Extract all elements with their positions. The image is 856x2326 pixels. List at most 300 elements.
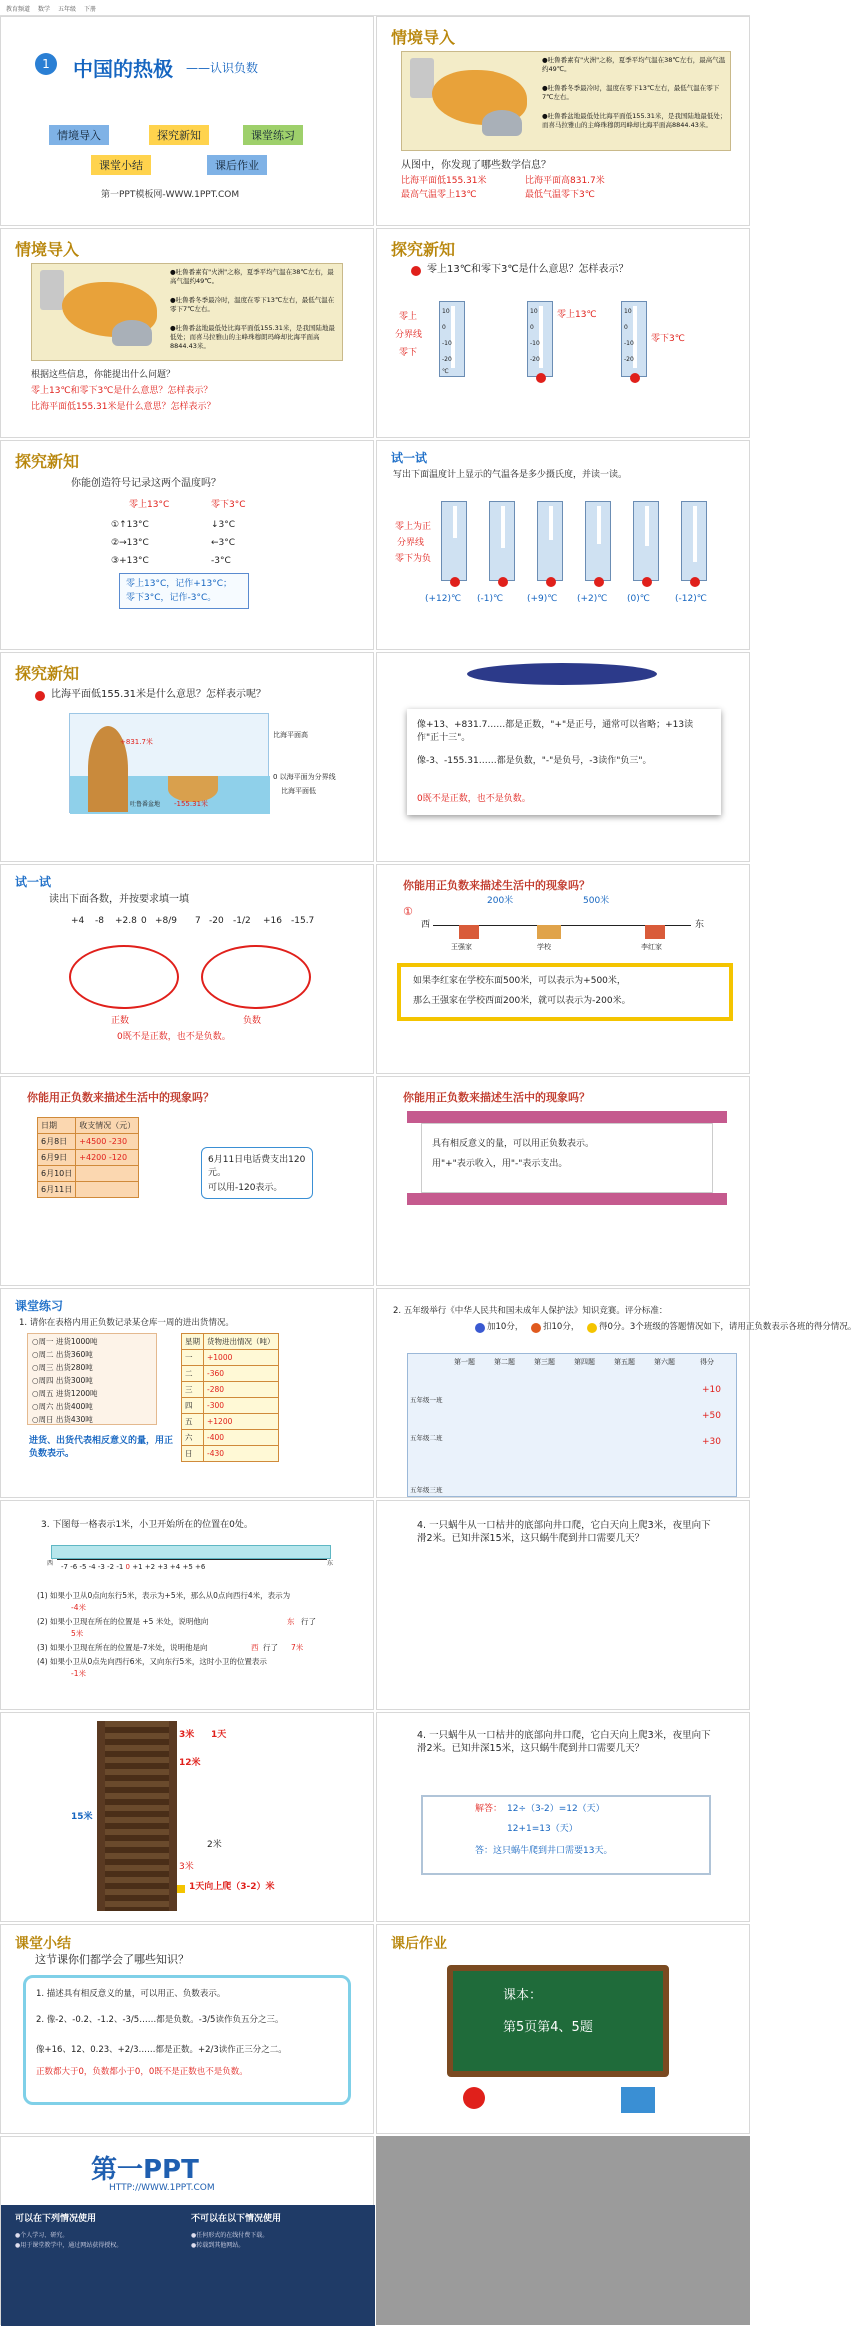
slide-title: 探究新知 xyxy=(15,452,80,471)
symbol-row: ③+13°C xyxy=(111,556,149,566)
number-line xyxy=(57,1559,327,1560)
answer: (+2)℃ xyxy=(577,594,608,604)
measure-label: 3米 xyxy=(179,1862,194,1872)
decor-disc xyxy=(467,663,657,685)
table-cell: -430 xyxy=(204,1446,279,1462)
top-item[interactable]: 下册 xyxy=(84,6,97,13)
answer: 东 xyxy=(287,1617,295,1626)
tick: +1 xyxy=(132,1563,143,1571)
legend-high: 比海平面高 xyxy=(273,731,308,739)
info-bullet: ●吐鲁番冬季最冷时，温度在零下13℃左右，最低气温在零下7℃左右。 xyxy=(170,296,335,313)
slide-16[interactable] xyxy=(376,1500,750,1710)
nav-explore[interactable]: 探究新知 xyxy=(149,125,209,145)
slide-8[interactable] xyxy=(376,652,750,862)
answer: -1米 xyxy=(71,1669,86,1678)
label: 零上为正 xyxy=(395,522,432,532)
sub-question: (2) 如果小卫现在所在的位置是 +5 米处，说明他向 xyxy=(37,1617,209,1626)
tick: 10 xyxy=(442,308,450,315)
summary-line: 2. 像-2、-0.2、-1.2、-3/5……都是负数。-3/5读作负五分之三。 xyxy=(36,2015,284,2025)
slide-19[interactable] xyxy=(0,1924,374,2134)
symbol-row: ←3°C xyxy=(211,538,236,548)
answer-text: 行了 xyxy=(301,1617,316,1626)
tag-minus3: 零下3℃ xyxy=(651,334,685,344)
record-line: ○周五 进货1200吨 xyxy=(32,1389,98,1398)
row-label: 五年级一班 xyxy=(410,1396,443,1404)
item-number: ① xyxy=(403,905,413,918)
tick: +3 xyxy=(157,1563,168,1571)
question-text: 写出下面温度计上显示的气温各是多少摄氏度，并读一读。 xyxy=(393,470,628,480)
slide-title: 情境导入 xyxy=(15,240,80,259)
scroll-bottom xyxy=(407,1193,727,1205)
table-cell: 三 xyxy=(182,1382,204,1398)
question-text: 1. 请你在表格内用正负数记录某仓库一周的进出货情况。 xyxy=(19,1318,234,1328)
info-text: 最低气温零下3℃ xyxy=(525,190,595,200)
house-icon xyxy=(459,925,479,939)
col-header: 第五题 xyxy=(614,1358,635,1366)
summary-line: 正数都大于0，负数都小于0，0既不是正数也不是负数。 xyxy=(36,2067,248,2077)
table-header: 收支情况（元） xyxy=(76,1118,139,1134)
red-dot-icon xyxy=(35,691,45,701)
blue-flower-icon xyxy=(475,1323,485,1333)
tick: -20 xyxy=(624,356,634,363)
sub-question: (3) 如果小卫现在所在的位置是-7米处，说明他是向 xyxy=(37,1643,208,1652)
warehouse-table xyxy=(181,1333,279,1462)
slide-title: 你能用正负数来描述生活中的现象吗？ xyxy=(403,1091,590,1104)
question-text: 从图中，你发现了哪些数学信息？ xyxy=(401,160,551,171)
lesson-title: 中国的热极 xyxy=(73,57,173,81)
slide-1[interactable] xyxy=(0,16,374,226)
bulb xyxy=(536,373,546,383)
label-above: 零上 xyxy=(399,312,418,322)
table-cell: -360 xyxy=(204,1366,279,1382)
positive-oval[interactable] xyxy=(69,945,179,1009)
question-text: 读出下面各数，并按要求填一填 xyxy=(49,894,189,905)
question-text: 根据这些信息，你能提出什么问题？ xyxy=(31,370,176,380)
tick: 0 xyxy=(530,324,534,331)
empty-slot xyxy=(376,2136,750,2325)
number: -8 xyxy=(95,916,104,926)
tick: 10 xyxy=(624,308,632,315)
row-label: 五年级三班 xyxy=(410,1486,443,1494)
slide-5[interactable] xyxy=(0,440,374,650)
answer: 5米 xyxy=(71,1629,84,1638)
summary-line: 像+16、12、0.23、+2/3……都是正数。+2/3读作正三分之二。 xyxy=(36,2045,287,2055)
table-cell: 6月11日 xyxy=(38,1182,76,1198)
top-bar xyxy=(0,0,750,16)
symbol-row: ↓3°C xyxy=(211,520,236,530)
number: +4 xyxy=(71,916,85,926)
slide-title: 探究新知 xyxy=(15,664,80,683)
slide-17[interactable] xyxy=(0,1712,374,1922)
slide-18[interactable] xyxy=(376,1712,750,1922)
west-label: 西 xyxy=(47,1560,54,1567)
license-line: ●用于课堂教学中，通过网站获得授权。 xyxy=(15,2242,123,2249)
record-line: ○周三 出货280吨 xyxy=(32,1363,93,1372)
solution-box xyxy=(421,1795,711,1875)
measure-label: 12米 xyxy=(179,1758,201,1768)
table-cell: +4500 -230 xyxy=(76,1134,139,1150)
answer-line: 如果李红家在学校东面500米，可以表示为+500米， xyxy=(413,976,626,986)
nav-summary[interactable]: 课堂小结 xyxy=(91,155,151,175)
score: +30 xyxy=(702,1437,721,1447)
red-dot-icon xyxy=(411,266,421,276)
tick: -20 xyxy=(530,356,540,363)
table-cell: 六 xyxy=(182,1430,204,1446)
table-cell: 6月8日 xyxy=(38,1134,76,1150)
tick: 0 xyxy=(624,324,628,331)
header-plus: 零上13°C xyxy=(129,500,170,510)
yellow-flower-icon xyxy=(587,1323,597,1333)
xinjiang-map xyxy=(31,263,343,361)
number: 7 xyxy=(195,916,201,926)
col-header: 第三题 xyxy=(534,1358,555,1366)
table-cell: 日 xyxy=(182,1446,204,1462)
answer: (-12)℃ xyxy=(675,594,707,604)
number: -1/2 xyxy=(233,916,251,926)
slide-title: 探究新知 xyxy=(391,240,456,259)
xinjiang-map xyxy=(401,51,731,151)
negative-oval[interactable] xyxy=(201,945,311,1009)
label-line: 分界线 xyxy=(395,330,423,340)
tick: -2 xyxy=(107,1563,115,1571)
col-header: 第四题 xyxy=(574,1358,595,1366)
sub-question: (1) 如果小卫从0点向东行5米，表示为+5米，那么从0点向西行4米，表示为 xyxy=(37,1591,291,1600)
score: +10 xyxy=(702,1385,721,1395)
slide-12[interactable] xyxy=(376,1076,750,1286)
top-item[interactable]: 五年级 xyxy=(58,6,77,13)
slide-title: 课后作业 xyxy=(391,1936,447,1952)
thermometer xyxy=(441,501,467,581)
slide-9[interactable] xyxy=(0,864,374,1074)
solution-label: 解答： xyxy=(475,1804,503,1814)
number: +2.8 xyxy=(115,916,137,926)
answer: 西 xyxy=(251,1643,259,1652)
col-header: 第一题 xyxy=(454,1358,475,1366)
slide-11[interactable] xyxy=(0,1076,374,1286)
answer: -4米 xyxy=(71,1603,86,1612)
note-line: 零下3°C，记作-3°C。 xyxy=(126,593,217,603)
thermometer xyxy=(489,501,515,581)
home-label: 王强家 xyxy=(451,943,472,951)
homework-text: 第5页第4、5题 xyxy=(503,2020,593,2035)
tick: -20 xyxy=(442,356,452,363)
question-line: 2. 五年级举行《中华人民共和国未成年人保护法》知识竞赛。评分标准： xyxy=(393,1306,668,1316)
question-text: 零上13℃和零下3℃是什么意思？怎样表示？ xyxy=(427,264,629,275)
note-line: 可以用-120表示。 xyxy=(208,1183,283,1193)
answer-line: 那么王强家在学校西面200米，就可以表示为-200米。 xyxy=(413,996,631,1006)
answer: (-1)℃ xyxy=(477,594,504,604)
thermometer xyxy=(633,501,659,581)
unit: ℃ xyxy=(442,368,449,375)
record-line: ○周二 出货360吨 xyxy=(32,1350,93,1359)
col-header: 第二题 xyxy=(494,1358,515,1366)
record-line: ○周一 进货1000吨 xyxy=(32,1337,98,1346)
slide-20[interactable] xyxy=(376,1924,750,2134)
question-red: 比海平面低155.31米是什么意思？怎样表示？ xyxy=(31,402,216,412)
record-list xyxy=(27,1333,157,1425)
slide-title: 课堂练习 xyxy=(15,1299,64,1313)
info-bullet: ●吐鲁番盆地最低处比海平面低155.31米，是我国陆地最低处；而喜马拉雅山的主峰珠穆朗玛峰却比海平面高8844.43米。 xyxy=(170,324,335,350)
slide-title: 试一试 xyxy=(391,451,428,465)
distance: 200米 xyxy=(487,896,514,906)
tick: -3 xyxy=(97,1563,105,1571)
tick: 10 xyxy=(530,308,538,315)
rule-text: 得0分。3个班级的答题情况如下，请用正负数表示各班的得分情况。 xyxy=(599,1322,856,1332)
homework-label: 课本： xyxy=(503,1988,543,2003)
scroll-body xyxy=(421,1123,713,1193)
license-title: 可以在下列情况使用 xyxy=(15,2214,97,2224)
answer: (+12)℃ xyxy=(425,594,462,604)
table-cell: +1200 xyxy=(204,1414,279,1430)
depth-label: 15米 xyxy=(71,1812,93,1822)
answer: (+9)℃ xyxy=(527,594,558,604)
license-line: ●任何形式的在线付费下载。 xyxy=(191,2232,269,2239)
place-label: 吐鲁番盆地 xyxy=(130,801,161,808)
negative-label: 负数 xyxy=(243,1016,262,1026)
number-line-band xyxy=(51,1545,331,1559)
bulb xyxy=(630,373,640,383)
score-table xyxy=(407,1353,737,1497)
slide-14[interactable] xyxy=(376,1288,856,1498)
thermometer xyxy=(585,501,611,581)
slide-title: 你能用正负数来描述生活中的现象吗？ xyxy=(27,1091,214,1104)
solution-line: 答：这只蜗牛爬到井口需要13天。 xyxy=(475,1846,613,1856)
thermometer xyxy=(527,301,553,377)
tick: +2 xyxy=(144,1563,156,1571)
license-band xyxy=(1,2205,375,2326)
info-text: 比海平面低155.31米 xyxy=(401,176,487,186)
number: -15.7 xyxy=(291,916,315,926)
slide-7[interactable] xyxy=(0,652,374,862)
ledger-table xyxy=(37,1117,139,1198)
symbol-row: -3°C xyxy=(211,556,231,566)
slide-10[interactable] xyxy=(376,864,750,1074)
table-cell: 6月9日 xyxy=(38,1150,76,1166)
table-cell: 五 xyxy=(182,1414,204,1430)
chalkboard xyxy=(447,1965,669,2077)
answer-text: 行了 xyxy=(263,1643,278,1652)
monument-image xyxy=(410,58,434,98)
tick: -7 xyxy=(61,1563,68,1571)
tick: -4 xyxy=(88,1563,96,1571)
slide-6[interactable] xyxy=(376,440,750,650)
thermometer xyxy=(621,301,647,377)
record-line: ○周四 出货300吨 xyxy=(32,1376,93,1385)
table-cell xyxy=(76,1182,139,1198)
tick: +5 xyxy=(182,1563,193,1571)
nav-intro[interactable]: 情境导入 xyxy=(49,125,109,145)
license-line: ●转载到其他网站。 xyxy=(191,2242,245,2249)
east-label: 东 xyxy=(695,920,705,930)
lesson-number: 1 xyxy=(35,53,57,75)
well-image xyxy=(97,1721,177,1911)
table-cell xyxy=(76,1166,139,1182)
slide-15[interactable] xyxy=(0,1500,374,1710)
legend-zero: 0 以海平面为分界线 xyxy=(273,773,336,781)
definition-line: 0既不是正数，也不是负数。 xyxy=(417,794,531,804)
record-line: ○周六 出货400吨 xyxy=(32,1402,93,1411)
row-label: 五年级二班 xyxy=(410,1434,443,1442)
definition-box xyxy=(407,709,721,815)
tick: 0 xyxy=(442,324,446,331)
col-header: 第六题 xyxy=(654,1358,675,1366)
info-text: 最高气温零上13℃ xyxy=(401,190,477,200)
table-cell: -280 xyxy=(204,1382,279,1398)
height-label: +831.7米 xyxy=(120,738,153,746)
scroll-top xyxy=(407,1111,727,1123)
question-text: 比海平面低155.31米是什么意思？怎样表示呢？ xyxy=(51,689,266,700)
tick-labels xyxy=(61,1561,205,1574)
symbol-row: ②→13°C xyxy=(111,538,149,548)
top-item[interactable]: 教育频道 xyxy=(6,6,31,13)
question-text: 3. 下图每一格表示1米，小卫开始所在的位置在0处。 xyxy=(41,1520,253,1530)
slide-title: 你能用正负数来描述生活中的现象吗？ xyxy=(403,879,590,892)
measure-label: 1天 xyxy=(211,1730,227,1740)
tip-text: 进货、出货代表相反意义的量，用正负数表示。 xyxy=(29,1436,174,1459)
lesson-subtitle: ——认识负数 xyxy=(186,61,259,75)
tick: 0 xyxy=(125,1563,130,1571)
monument-image xyxy=(40,270,64,310)
thermometer xyxy=(439,301,465,377)
slide-3[interactable] xyxy=(0,228,374,438)
question-text: 你能创造符号记录这两个温度吗？ xyxy=(71,478,221,489)
rule-text: 加10分， xyxy=(487,1322,524,1332)
mountain-image xyxy=(482,110,522,136)
note-box xyxy=(119,573,249,609)
measure-label: 2米 xyxy=(207,1840,222,1850)
definition-line: 像-3、-155.31……都是负数，"-"是负号，-3读作"负三"。 xyxy=(417,756,652,766)
info-bullet: ●吐鲁番冬季最冷时，温度在零下13℃左右，最低气温在零下7℃左右。 xyxy=(542,84,720,101)
answer: 7米 xyxy=(291,1643,304,1652)
number: +16 xyxy=(263,916,282,926)
table-cell: +1000 xyxy=(204,1350,279,1366)
license-line: ●个人学习、研究。 xyxy=(15,2232,69,2239)
west-label: 西 xyxy=(421,920,431,930)
tick: -1 xyxy=(116,1563,124,1571)
table-header: 日期 xyxy=(38,1118,76,1134)
nav-practice[interactable]: 课堂练习 xyxy=(243,125,303,145)
tick: -10 xyxy=(624,340,634,347)
measure-label: 1天向上爬（3-2）米 xyxy=(189,1882,275,1892)
slide-13[interactable] xyxy=(0,1288,374,1498)
depth-label: -155.31米 xyxy=(174,800,209,808)
label-below: 零下 xyxy=(399,348,418,358)
tick: -10 xyxy=(530,340,540,347)
question-red: 零上13℃和零下3℃是什么意思？怎样表示？ xyxy=(31,386,213,396)
nav-homework[interactable]: 课后作业 xyxy=(207,155,267,175)
record-line: ○周日 出货430吨 xyxy=(32,1415,93,1424)
footer-logo: 第一PPT xyxy=(91,2155,199,2185)
table-cell: -400 xyxy=(204,1430,279,1446)
question-text: 这节课你们都学会了哪些知识？ xyxy=(35,1953,189,1966)
tick: -5 xyxy=(79,1563,87,1571)
measure-label: 3米 xyxy=(179,1730,195,1740)
info-bullet: ●吐鲁番盆地最低处比海平面低155.31米，是我国陆地最低处；而喜马拉雅山的主峰珠穆朗玛峰却比海平面高8844.43米。 xyxy=(542,112,727,129)
table-cell: 四 xyxy=(182,1398,204,1414)
table-cell: 6月10日 xyxy=(38,1166,76,1182)
slide-title: 课堂小结 xyxy=(15,1936,71,1952)
question-text: 4. 一只蜗牛从一口枯井的底部向井口爬，它白天向上爬3米，夜里向下滑2米。已知井深15米，这只蜗牛爬到井口需要几天？ xyxy=(417,1520,711,1544)
clock-icon xyxy=(463,2087,485,2109)
table-cell: -300 xyxy=(204,1398,279,1414)
table-cell: 二 xyxy=(182,1366,204,1382)
definition-line: 像+13、+831.7……都是正数，"+"是正号，通常可以省略；+13读作"正十三"。 xyxy=(417,720,694,743)
tag-plus13: 零上13℃ xyxy=(557,310,597,320)
table-cell: +4200 -120 xyxy=(76,1150,139,1166)
positive-label: 正数 xyxy=(111,1016,130,1026)
slide-title: 试一试 xyxy=(15,875,52,889)
legend-low: 比海平面低 xyxy=(281,787,316,795)
info-bullet: ●吐鲁番素有"火洲"之称，夏季平均气温在38℃左右，最高气温约49℃。 xyxy=(170,268,334,285)
snail-icon xyxy=(177,1885,185,1893)
slide-4[interactable] xyxy=(376,228,750,438)
number: -20 xyxy=(209,916,224,926)
symbol-row: ①↑13°C xyxy=(111,520,149,530)
table-cell: 一 xyxy=(182,1350,204,1366)
footer-url[interactable]: HTTP://WWW.1PPT.COM xyxy=(109,2183,215,2193)
tick: +4 xyxy=(169,1563,181,1571)
site-text[interactable]: 第一PPT模板网-WWW.1PPT.COM xyxy=(101,190,240,200)
solution-line: 12÷（3-2）=12（天） xyxy=(507,1804,605,1814)
rule-text: 扣10分， xyxy=(543,1322,580,1332)
slide-21[interactable] xyxy=(0,2136,374,2325)
thermometer xyxy=(681,501,707,581)
summary-line: 1. 描述具有相反意义的量，可以用正、负数表示。 xyxy=(36,1989,226,1999)
terrain-diagram xyxy=(69,713,269,813)
note-bubble xyxy=(201,1147,313,1199)
question-text: 4. 一只蜗牛从一口枯井的底部向井口爬，它白天向上爬3米，夜里向下滑2米。已知井深15米，这只蜗牛爬到井口需要几天？ xyxy=(417,1730,711,1754)
answer: (0)℃ xyxy=(627,594,650,604)
score: +50 xyxy=(702,1411,721,1421)
label: 分界线 xyxy=(397,538,425,548)
distance: 500米 xyxy=(583,896,610,906)
east-label: 东 xyxy=(327,1560,334,1567)
note-line: 6月11日电话费支出120元。 xyxy=(208,1155,306,1178)
sub-question: (4) 如果小卫从0点先向西行6米，又向东行5米，这时小卫的位置表示 xyxy=(37,1657,267,1666)
header-minus: 零下3°C xyxy=(211,500,246,510)
table-header: 星期 xyxy=(182,1334,204,1350)
note-line: 零上13°C，记作+13°C； xyxy=(126,579,233,589)
number: +8/9 xyxy=(155,916,178,926)
house-icon xyxy=(645,925,665,939)
summary-box xyxy=(23,1975,351,2105)
license-title: 不可以在以下情况使用 xyxy=(191,2214,282,2224)
books-icon xyxy=(621,2087,655,2113)
red-flower-icon xyxy=(531,1323,541,1333)
answer-box xyxy=(397,963,733,1021)
slide-title: 情境导入 xyxy=(391,28,456,47)
solution-line: 12+1=13（天） xyxy=(507,1824,578,1834)
info-text: 比海平面高831.7米 xyxy=(525,176,605,186)
school-icon xyxy=(537,925,561,939)
mountain-image xyxy=(112,320,152,346)
table-header: 货物进出情况（吨） xyxy=(204,1334,279,1350)
thermometer xyxy=(537,501,563,581)
zero-note: 0既不是正数，也不是负数。 xyxy=(117,1032,231,1042)
number: 0 xyxy=(141,916,147,926)
top-item[interactable]: 数学 xyxy=(38,6,51,13)
tick: -10 xyxy=(442,340,452,347)
school-label: 学校 xyxy=(537,943,551,951)
home-label: 李红家 xyxy=(641,943,662,951)
slide-2[interactable] xyxy=(376,16,750,226)
rule-line: 用"+"表示收入，用"-"表示支出。 xyxy=(432,1159,568,1169)
rule-line: 具有相反意义的量，可以用正负数表示。 xyxy=(432,1139,595,1149)
tick: -6 xyxy=(70,1563,78,1571)
label: 零下为负 xyxy=(395,554,432,564)
col-header: 得分 xyxy=(700,1358,714,1366)
tick: +6 xyxy=(195,1563,206,1571)
